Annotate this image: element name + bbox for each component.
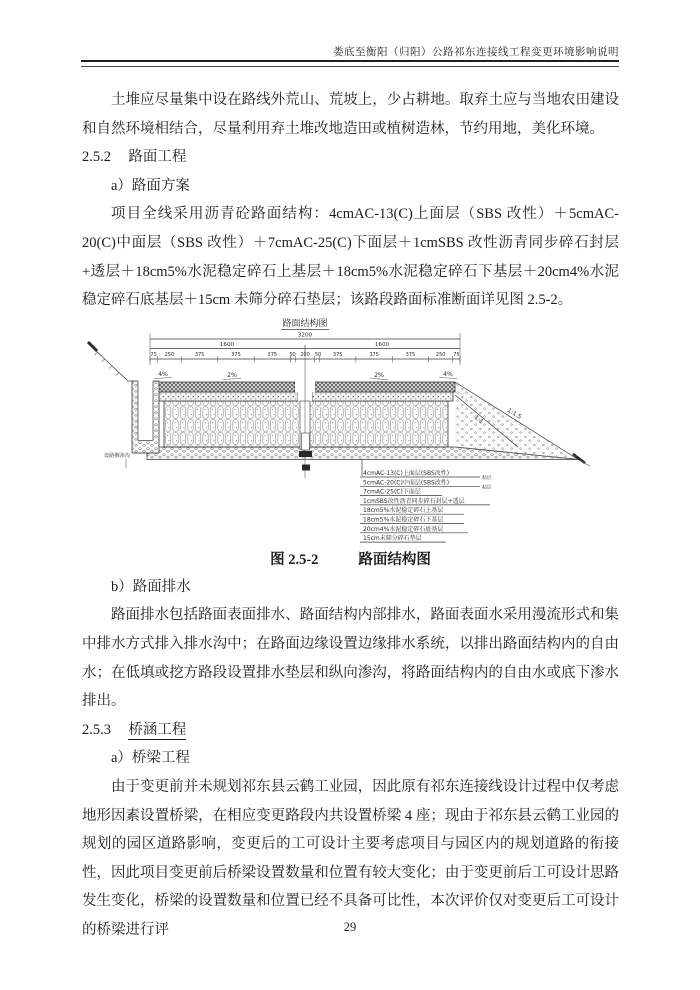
slope-ratio-inner: 1:1 [472, 413, 485, 426]
item-a-pavement-plan: a）路面方案 [111, 177, 190, 194]
figure-2-5-2 [82, 315, 619, 547]
dim-seg: 200 [300, 351, 310, 358]
item-a-bridge-engineering: a）桥梁工程 [111, 750, 190, 767]
dim-seg: 375 [369, 351, 379, 358]
dim-half-left: 1600 [219, 341, 235, 348]
figure-caption [82, 547, 619, 573]
layer-binder-left [159, 392, 298, 401]
dim-half-right: 1600 [374, 341, 390, 348]
slope-ratio-outer: 1:1.5 [505, 406, 523, 421]
cross-slope-labels [154, 371, 457, 380]
slope-label: 4% [443, 370, 453, 378]
legend-label: 15cm未筛分碎石垫层 [363, 534, 422, 542]
paragraph-earthwork: 土堆应尽量集中设在路线外荒山、荒坡上，少占耕地。取弃土应与当地农田建设和自然环境相结合，尽量利用弃土堆改地造田或植树造林，节约用地，美化环境。 [82, 92, 619, 137]
dim-seg: 50 [289, 351, 296, 358]
cut-slope-and-ditch [88, 342, 159, 468]
layer-asphalt-left [157, 382, 295, 392]
slope-label: 2% [374, 371, 384, 379]
item-b-pavement-drainage: b）路面排水 [111, 578, 191, 595]
dim-seg: 375 [194, 351, 205, 358]
paragraph-drainage: 路面排水包括路面表面排水、路面结构内部排水，路面表面水采用漫流形式和集中排水方式排入排水沟中；在路面边缘设置边缘排水系统，以排出路面结构内的自由水；在低填或挖方路段设置排水垫层和纵向渗沟，将路面结构内的自由水或底下渗水排出。 [82, 607, 619, 710]
dim-total: 3200 [297, 332, 313, 339]
section-title: 路面工程 [128, 149, 187, 166]
dim-seg: 75 [150, 351, 157, 358]
legend-label: 18cm5%水泥稳定碎石上基层 [363, 506, 444, 514]
section-number: 2.5.3 [82, 721, 111, 738]
drain-outlet [302, 464, 310, 470]
diagram-title [281, 317, 329, 330]
dim-seg: 250 [435, 351, 446, 358]
dim-seg: 375 [231, 351, 241, 358]
layer-legend [360, 459, 492, 542]
pavement-structure-diagram [82, 315, 619, 547]
dim-seg: 375 [267, 351, 278, 358]
legend-label: 1cmSBS改性沥青同步碎石封层+透层 [363, 497, 465, 505]
page-content [82, 86, 619, 944]
legend-label: 18cm5%水泥稳定碎石下基层 [363, 516, 444, 524]
ditch-label: 设路侧渗沟 [104, 452, 130, 459]
dim-seg: 375 [332, 351, 343, 358]
figure-caption-number: 图 2.5-2 [270, 551, 319, 568]
dim-seg: 375 [405, 351, 416, 358]
figure-caption-title: 路面结构图 [358, 551, 431, 568]
legend-label: 20cm4%水泥稳定碎石底基层 [363, 525, 444, 533]
layer-asphalt-right [315, 382, 455, 392]
slope-label: 2% [227, 371, 237, 379]
paragraph-bridges: 由于变更前并未规划祁东县云鹤工业园，因此原有祁东连接线设计过程中仅考虑地形因素设置桥梁，在相应变更路段内共设置桥梁 4 座；现由于祁东县云鹤工业园的规划的园区道路影响，变更后的工可设计主要考虑项目与园区内的规划道路的衔接性，因此项目变更前后桥梁设置数量和位置有较大变化；由于变更前后工可设计思路发生变化，桥梁的设置数量和位置已经不具备可比性，本次评价仅对变更后工可设计的桥梁进行评 [82, 778, 619, 938]
section-heading-252 [82, 143, 619, 172]
header-title: 娄底至衡阳（归阳）公路祁东连接线工程变更环境影响说明 [333, 47, 619, 58]
page-number: 29 [343, 920, 357, 934]
dim-seg: 250 [164, 351, 175, 358]
diagram-title-text: 路面结构图 [282, 318, 328, 329]
legend-label: 7cmAC-25(C)下面层 [363, 488, 421, 496]
header-rule [81, 60, 619, 67]
layer-binder-right [312, 392, 453, 401]
dim-seg: 50 [314, 351, 322, 358]
legend-label: 5cmAC-20(C)中面层(SBS改性) [363, 479, 450, 487]
legend-note: 粘层 [482, 485, 492, 491]
legend-note: 粘层 [482, 475, 492, 481]
section-title: 桥涵工程 [128, 721, 187, 738]
slope-label: 4% [158, 370, 168, 378]
legend-label: 4cmAC-13(C)上面层(SBS改性) [363, 469, 450, 477]
drain-fitting [299, 451, 312, 457]
paragraph-pavement-structure: 项目全线采用沥青砼路面结构：4cmAC-13(C)上面层（SBS 改性）＋5cmAC-20(C)中面层（SBS 改性）＋7cmAC-25(C)下面层＋1cmSBS 改性沥青同步碎石封层+透层＋18cm5%水泥稳定碎石上基层＋18cm5%水泥稳定碎石下基层＋20cm4%水泥稳定碎石底基层＋15cm 未筛分碎石垫层；该路段路面标准断面详见图 2.5-2。 [82, 206, 619, 309]
dim-seg: 75 [453, 351, 460, 358]
section-number: 2.5.2 [82, 149, 111, 166]
section-heading-253 [82, 716, 619, 745]
